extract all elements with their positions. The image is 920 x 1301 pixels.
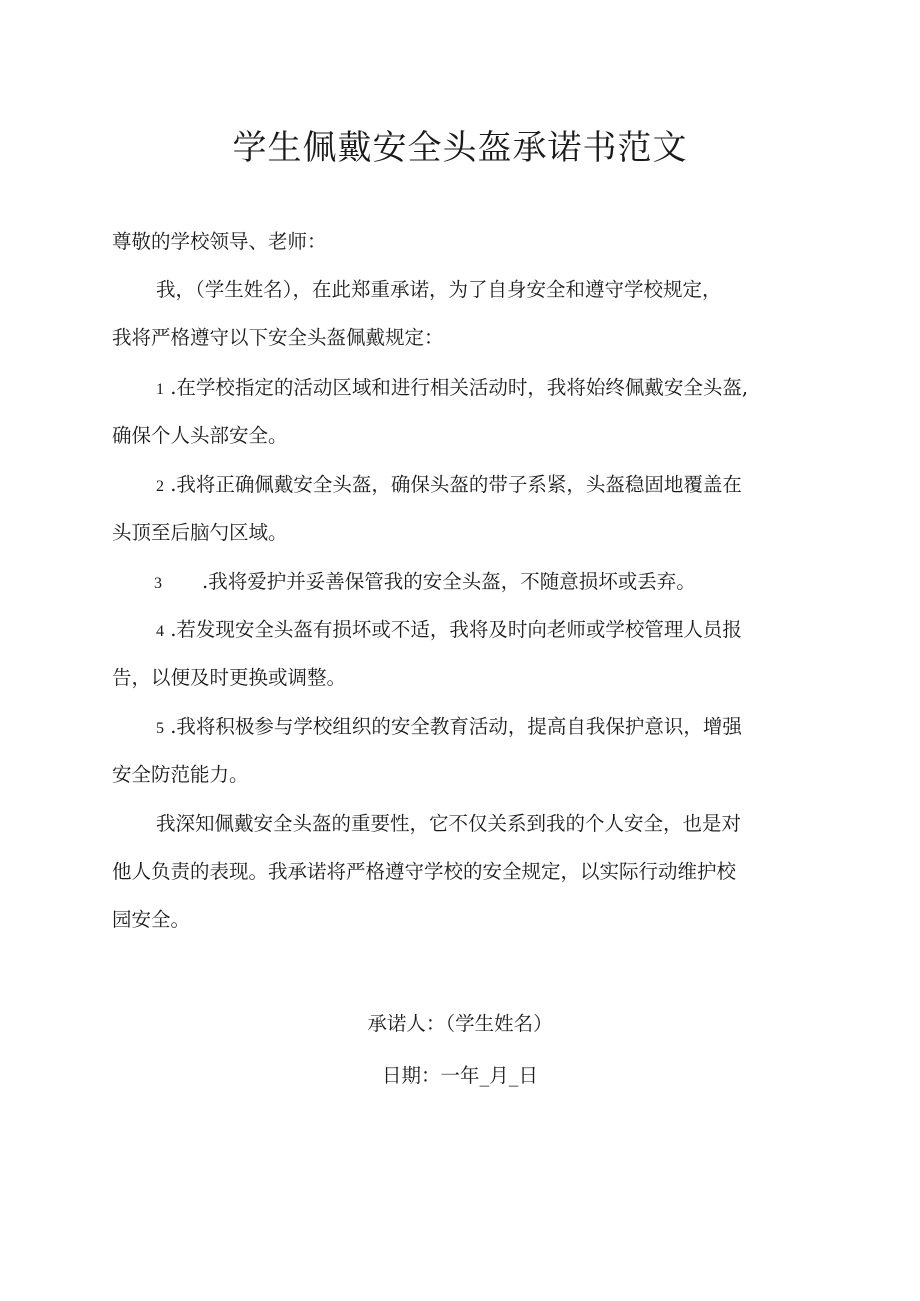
item-1-line-1 [156,364,856,414]
item-number: 1 [156,381,164,398]
closing-line-2: 他人负责的表现。我承诺将严格遵守学校的安全规定，以实际行动维护校 [112,860,737,883]
closing-line-3: 园安全。 [112,908,191,931]
item-text: .我将正确佩戴安全头盔，确保头盔的带子系紧，头盔稳固地覆盖在 [170,473,742,496]
item-4-line-1 [156,606,856,656]
intro-line-2: 我将严格遵守以下安全头盔佩戴规定： [112,326,444,349]
closing-line-1: 我深知佩戴安全头盔的重要性，它不仅关系到我的个人安全，也是对 [156,812,742,835]
item-number: 2 [156,478,164,495]
item-5-line-1 [156,703,856,753]
item-number: 4 [156,623,164,640]
item-text: .在学校指定的活动区域和进行相关活动时，我将始终佩戴安全头盔, [170,376,749,399]
item-text: .我将积极参与学校组织的安全教育活动，提高自我保护意识，增强 [170,715,742,738]
item-5-line-2: 安全防范能力。 [112,763,249,786]
item-4-line-2: 告，以便及时更换或调整。 [112,666,347,689]
item-3-line-1 [154,558,854,608]
item-2-line-2: 头顶至后脑勺区域。 [112,521,288,544]
promisor-line: 承诺人：（学生姓名） [367,1012,553,1035]
date-line: 日期：一年_月_日 [381,1064,538,1087]
item-number: 3 [154,575,162,592]
item-2-line-1 [156,461,856,511]
document-title: 学生佩戴安全头盔承诺书范文 [232,128,688,168]
item-number: 5 [156,720,164,737]
salutation: 尊敬的学校领导、老师： [112,230,327,253]
item-1-line-2: 确保个人头部安全。 [112,424,288,447]
intro-line-1: 我，（学生姓名），在此郑重承诺，为了自身安全和遵守学校规定， [156,278,722,301]
item-text: .我将爱护并妥善保管我的安全头盔，不随意损坏或丢弃。 [202,570,696,593]
item-text: .若发现安全头盔有损坏或不适，我将及时向老师或学校管理人员报 [170,618,742,641]
